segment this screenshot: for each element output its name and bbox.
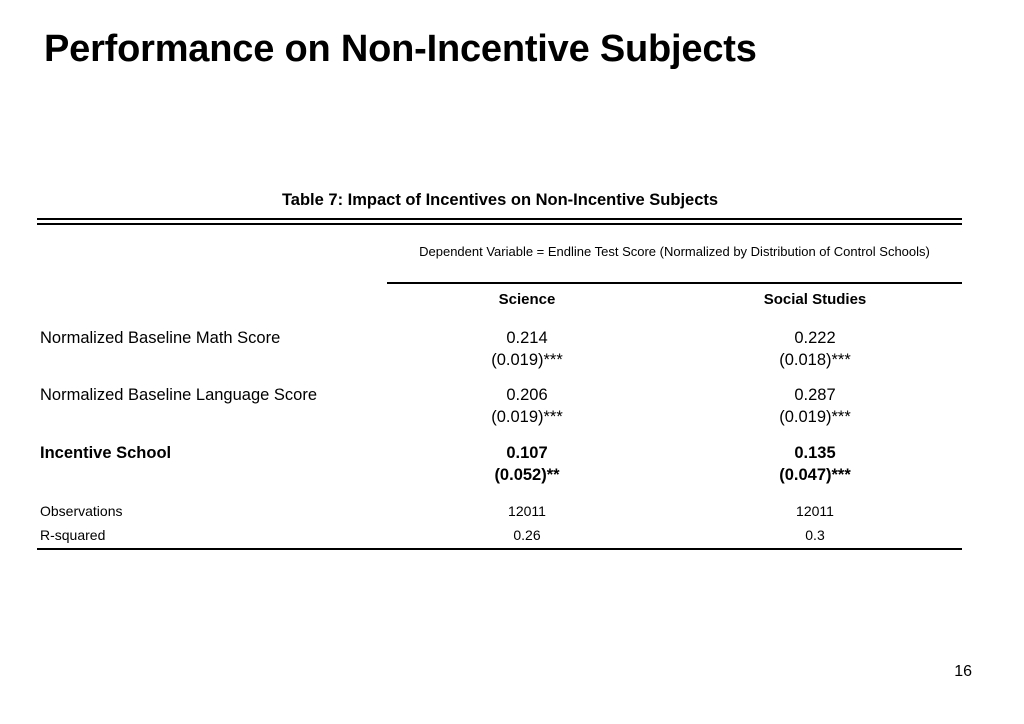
row-label-observations: Observations — [40, 503, 123, 519]
standard-error: (0.019)*** — [779, 408, 851, 426]
column-header-social-studies: Social Studies — [763, 291, 867, 308]
standard-error: (0.052)** — [494, 466, 560, 484]
table-top-rule-secondary — [37, 223, 962, 225]
cell-social-observations: 12011 — [796, 503, 834, 519]
coefficient: 0.107 — [506, 444, 548, 462]
cell-science-r-squared: 0.26 — [513, 527, 541, 543]
cell-science-baseline-math — [427, 327, 627, 371]
standard-error: (0.019)*** — [491, 408, 563, 426]
column-header-science: Science — [498, 291, 556, 308]
cell-science-baseline-language — [427, 384, 627, 428]
standard-error: (0.019)*** — [491, 351, 563, 369]
coefficient: 0.287 — [794, 386, 836, 404]
cell-science-incentive-school — [427, 442, 627, 486]
standard-error: (0.018)*** — [779, 351, 851, 369]
table-top-rule — [37, 218, 962, 220]
row-label-r-squared: R-squared — [40, 527, 106, 543]
slide-title: Performance on Non-Incentive Subjects — [44, 28, 757, 70]
table-caption: Table 7: Impact of Incentives on Non-Incentive Subjects — [281, 191, 719, 209]
cell-science-observations: 12011 — [508, 503, 546, 519]
column-header-rule — [387, 282, 962, 284]
row-label-incentive-school: Incentive School — [40, 444, 172, 462]
table-bottom-rule — [37, 548, 962, 550]
page-number: 16 — [954, 663, 972, 680]
dependent-variable-note: Dependent Variable = Endline Test Score (Normalized by Distribution of Control Schools) — [419, 244, 930, 259]
standard-error: (0.047)*** — [779, 466, 851, 484]
cell-social-baseline-math — [715, 327, 915, 371]
coefficient: 0.206 — [506, 386, 548, 404]
coefficient: 0.222 — [794, 329, 836, 347]
cell-social-incentive-school — [715, 442, 915, 486]
coefficient: 0.135 — [794, 444, 836, 462]
row-label-baseline-language: Normalized Baseline Language Score — [40, 386, 318, 404]
row-label-baseline-math: Normalized Baseline Math Score — [40, 329, 281, 347]
coefficient: 0.214 — [506, 329, 548, 347]
cell-social-baseline-language — [715, 384, 915, 428]
cell-social-r-squared: 0.3 — [805, 527, 825, 543]
